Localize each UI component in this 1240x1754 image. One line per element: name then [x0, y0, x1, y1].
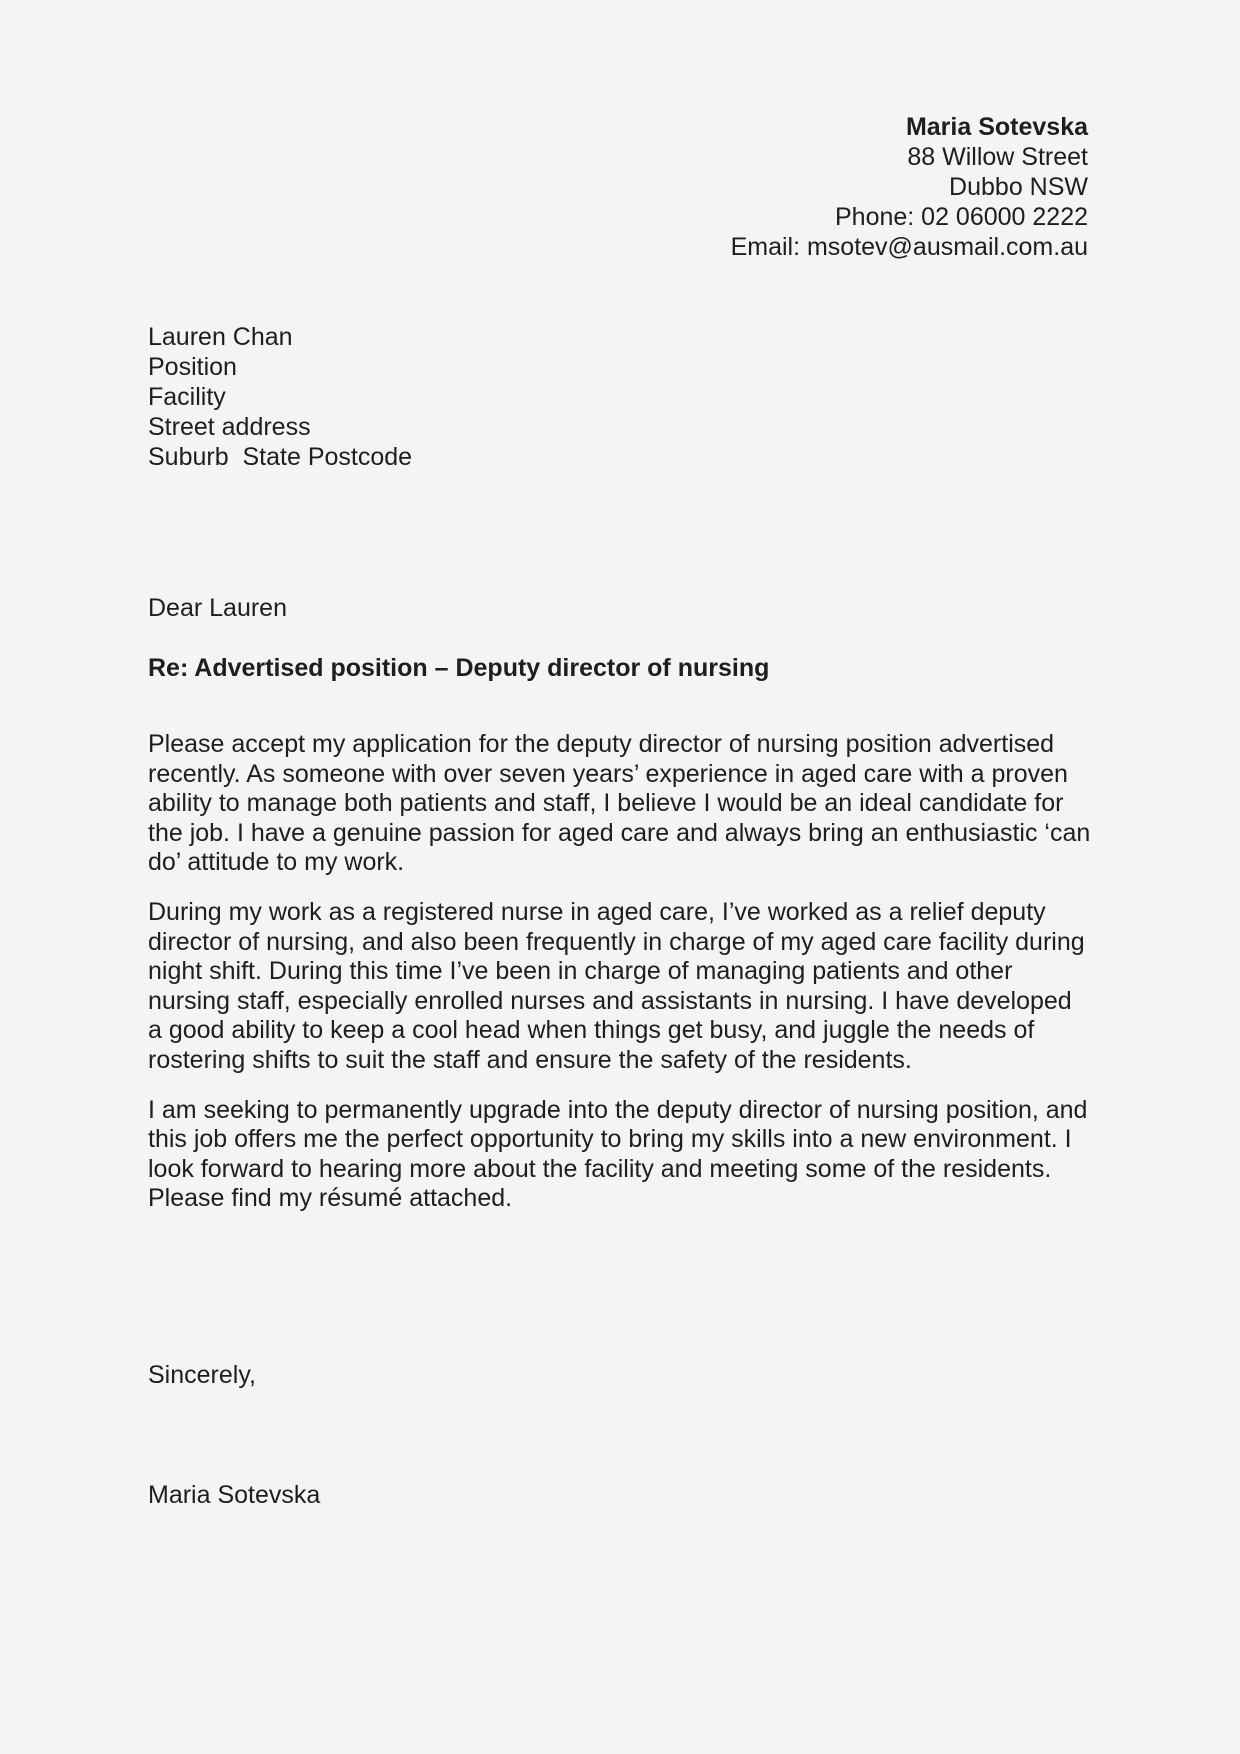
- recipient-name: Lauren Chan: [148, 323, 293, 351]
- sender-email: Email: msotev@ausmail.com.au: [730, 233, 1088, 261]
- sender-street: 88 Willow Street: [907, 143, 1088, 171]
- signature-name: Maria Sotevska: [148, 1481, 321, 1509]
- recipient-facility: Facility: [148, 383, 226, 411]
- recipient-locality: Suburb State Postcode: [148, 443, 413, 471]
- closing: Sincerely,: [148, 1361, 256, 1389]
- sender-city: Dubbo NSW: [949, 173, 1088, 201]
- body-paragraph-2: During my work as a registered nurse in aged care, I’ve worked as a relief deputy director of nursing, and also been frequently in charge of my aged care facility during night shift. During this time I’ve been in charge of managing patients and other nursing staff, especially enrolled nurses and assistants in nursing. I have developed a good ability to keep a cool head when things get busy, and juggle the needs of rostering shifts to suit the staff and ensure the safety of the residents.: [148, 897, 1085, 1074]
- letter-body: [148, 730, 1092, 1234]
- sender-name: Maria Sotevska: [905, 113, 1088, 141]
- salutation: Dear Lauren: [148, 594, 287, 622]
- recipient-street: Street address: [148, 413, 311, 441]
- body-paragraph-3: I am seeking to permanently upgrade into the deputy director of nursing position, and this job offers me the perfect opportunity to bring my skills into a new environment. I look forward to hearing more about the facility and meeting some of the residents. Please find my résumé attached.: [148, 1095, 1088, 1213]
- subject-line: Re: Advertised position – Deputy director of nursing: [148, 654, 770, 682]
- sender-address-block: [731, 112, 1088, 262]
- recipient-position: Position: [148, 353, 237, 381]
- body-paragraph-1: Please accept my application for the deputy director of nursing position advertised recently. As someone with over seven years’ experience in aged care with a proven ability to manage both patients and staff, I believe I would be an ideal candidate for the job. I have a genuine passion for aged care and always bring an enthusiastic ‘can do’ attitude to my work.: [148, 730, 1091, 877]
- recipient-address-block: [148, 322, 412, 472]
- sender-phone: Phone: 02 06000 2222: [834, 203, 1088, 231]
